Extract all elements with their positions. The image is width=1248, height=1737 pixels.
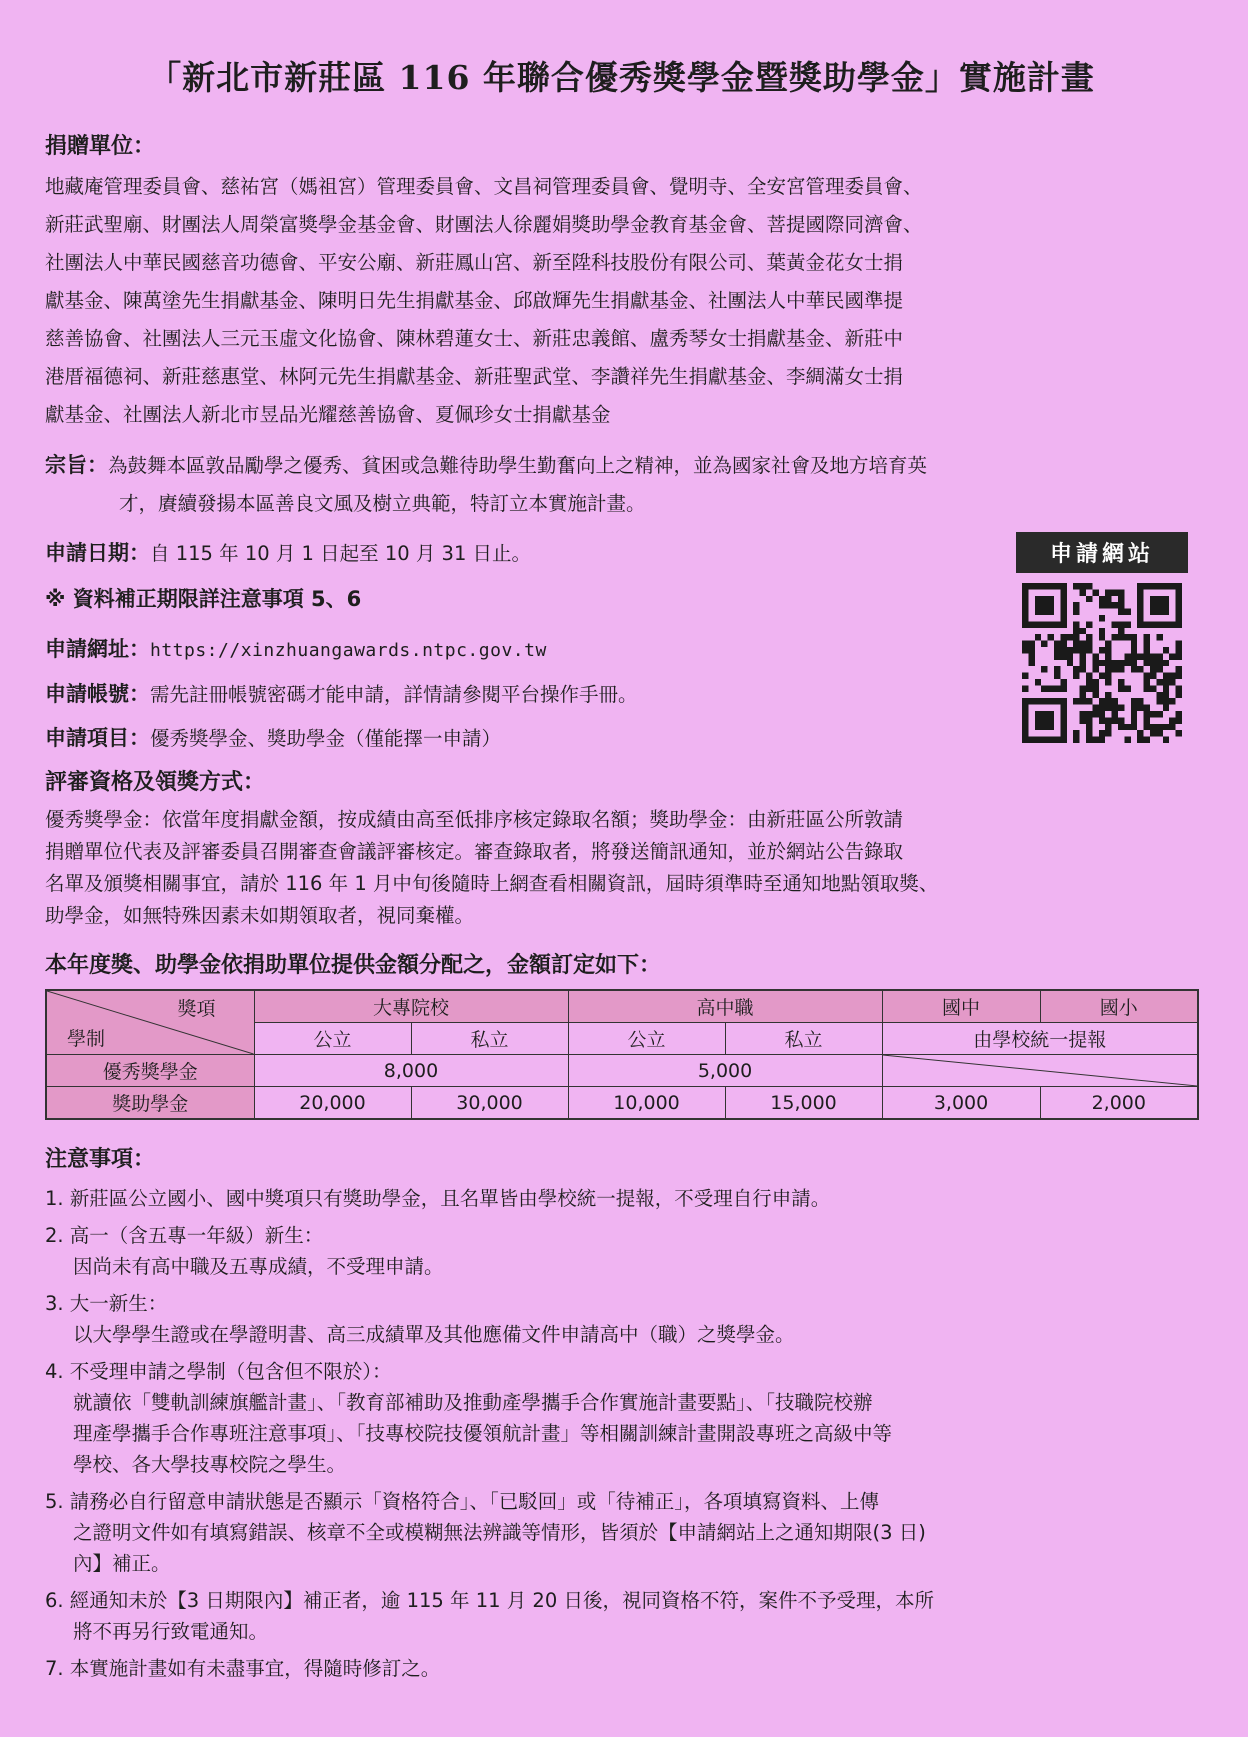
eligibility-heading: 評審資格及領獎方式： xyxy=(45,770,266,795)
donors-section xyxy=(45,129,1198,434)
corner-school-label: 學制 xyxy=(67,1028,106,1050)
donors-line: 慈善協會、社團法人三元玉虛文化協會、陳林碧蓮女士、新莊忠義館、盧秀琴女士捐獻基金、新莊中 xyxy=(45,327,904,350)
notes-heading: 注意事項： xyxy=(45,1147,156,1172)
header-highschool: 高中職 xyxy=(568,990,882,1023)
qr-code-icon[interactable] xyxy=(1022,583,1182,743)
subheader-public: 公立 xyxy=(568,1023,725,1055)
document-title: 「新北市新莊區 116 年聯合優秀獎學金暨獎助學金」實施計畫 xyxy=(148,58,1095,97)
note-subtext: 理產學攜手合作專班注意事項」、「技專校院技優領航計畫」等相關訓練計畫開設專班之高級中等 xyxy=(73,1422,893,1445)
header-university: 大專院校 xyxy=(254,990,568,1023)
header-elementary: 國小 xyxy=(1040,990,1198,1023)
subheader-private: 私立 xyxy=(725,1023,882,1055)
donors-line: 地藏庵管理委員會、慈祐宮（媽祖宮）管理委員會、文昌祠管理委員會、覺明寺、全安宮管理委員會、 xyxy=(45,175,923,198)
eligibility-text xyxy=(45,804,1198,932)
subheader-public: 公立 xyxy=(254,1023,411,1055)
note-subtext: 學校、各大學技專校院之學生。 xyxy=(73,1453,347,1476)
table-header-row xyxy=(46,990,1198,1023)
cell-aid-university-private: 30,000 xyxy=(411,1087,568,1120)
note-item: 7. 本實施計畫如有未盡事宜，得隨時修訂之。 xyxy=(45,1657,441,1680)
eligibility-section xyxy=(45,765,1198,932)
note-text: 2. 高一（含五專一年級）新生： xyxy=(45,1224,324,1247)
qr-code-panel xyxy=(1016,532,1188,743)
table-row-merit xyxy=(46,1055,1198,1087)
eligibility-line: 優秀獎學金：依當年度捐獻金額，按成績由高至低排序核定錄取名額；獎助學金：由新莊區公所敦請 xyxy=(45,808,904,831)
cell-merit-university: 8,000 xyxy=(254,1055,568,1087)
cell-aid-highschool-private: 15,000 xyxy=(725,1087,882,1120)
donors-heading: 捐贈單位： xyxy=(45,134,156,159)
application-url-link[interactable]: https://xinzhuangawards.ntpc.gov.tw xyxy=(150,640,547,661)
allocation-heading: 本年度獎、助學金依捐助單位提供金額分配之，金額訂定如下： xyxy=(45,953,662,978)
cell-aid-junior: 3,000 xyxy=(882,1087,1040,1120)
note-item xyxy=(45,1585,1198,1647)
application-items-label: 申請項目： xyxy=(45,726,150,750)
note-subtext: 以大學學生證或在學證明書、高三成績單及其他應備文件申請高中（職）之獎學金。 xyxy=(73,1323,795,1346)
cell-aid-highschool-public: 10,000 xyxy=(568,1087,725,1120)
application-account-value: 需先註冊帳號密碼才能申請，詳情請參閱平台操作手冊。 xyxy=(150,683,638,706)
donors-line: 獻基金、社團法人新北市昱品光耀慈善協會、夏佩珍女士捐獻基金 xyxy=(45,403,611,426)
table-corner-cell xyxy=(46,990,254,1055)
row-label-aid: 獎助學金 xyxy=(46,1087,254,1120)
cell-merit-not-applicable xyxy=(882,1055,1198,1087)
cell-merit-highschool: 5,000 xyxy=(568,1055,882,1087)
note-subtext: 因尚未有高中職及五專成績，不受理申請。 xyxy=(73,1255,444,1278)
table-row-aid xyxy=(46,1087,1198,1120)
row-label-merit: 優秀獎學金 xyxy=(46,1055,254,1087)
note-subtext: 內】補正。 xyxy=(73,1552,171,1575)
note-item xyxy=(45,1288,1198,1350)
note-subtext: 之證明文件如有填寫錯誤、核章不全或模糊無法辨識等情形，皆須於【申請網站上之通知期限(3 日) xyxy=(73,1521,926,1544)
note-subtext: 將不再另行致電通知。 xyxy=(73,1620,269,1643)
cell-aid-elementary: 2,000 xyxy=(1040,1087,1198,1120)
application-date-value: 自 115 年 10 月 1 日起至 10 月 31 日止。 xyxy=(150,542,532,565)
header-junior: 國中 xyxy=(882,990,1040,1023)
purpose-line-2: 才，賡續發揚本區善良文風及樹立典範，特訂立本實施計畫。 xyxy=(119,492,646,515)
note-text: 5. 請務必自行留意申請狀態是否顯示「資格符合」、「已駁回」或「待補正」，各項填寫資料、上傳 xyxy=(45,1490,880,1513)
qr-label: 申請網站 xyxy=(1016,532,1188,573)
notes-list xyxy=(45,1183,1198,1684)
subheader-private: 私立 xyxy=(411,1023,568,1055)
donors-list xyxy=(45,168,1198,434)
application-items-value: 優秀獎學金、獎助學金（僅能擇一申請） xyxy=(150,727,502,750)
na-diagonal xyxy=(883,1055,1198,1086)
application-account-label: 申請帳號： xyxy=(45,682,150,706)
eligibility-line: 捐贈單位代表及評審委員召開審查會議評審核定。審查錄取者，將發送簡訊通知，並於網站公告錄取 xyxy=(45,840,904,863)
note-item xyxy=(45,1220,1198,1282)
eligibility-line: 名單及頒獎相關事宜，請於 116 年 1 月中旬後隨時上網查看相關資訊，屆時須準時至通知地點領取獎、 xyxy=(45,872,939,895)
note-item xyxy=(45,1486,1198,1579)
donors-line: 獻基金、陳萬塗先生捐獻基金、陳明日先生捐獻基金、邱啟輝先生捐獻基金、社團法人中華民國準提 xyxy=(45,289,904,312)
note-subtext: 就讀依「雙軌訓練旗艦計畫」、「教育部補助及推動產學攜手合作實施計畫要點」、「技職院校辦 xyxy=(73,1391,873,1414)
note-text: 6. 經通知未於【3 日期限內】補正者，逾 115 年 11 月 20 日後，視同資格不符，案件不予受理，本所 xyxy=(45,1589,934,1612)
purpose-section xyxy=(45,446,1198,523)
donors-line: 港厝福德祠、新莊慈惠堂、林阿元先生捐獻基金、新莊聖武堂、李讚祥先生捐獻基金、李綢滿女士捐 xyxy=(45,365,904,388)
donors-line: 社團法人中華民國慈音功德會、平安公廟、新莊鳳山宮、新至陞科技股份有限公司、葉黃金花女士捐 xyxy=(45,251,904,274)
supplement-note: ※ 資料補正期限詳注意事項 5、6 xyxy=(45,587,362,611)
note-text: 3. 大一新生： xyxy=(45,1292,168,1315)
donors-line: 新莊武聖廟、財團法人周榮富獎學金基金會、財團法人徐麗娟獎助學金教育基金會、菩提國際同濟會、 xyxy=(45,213,923,236)
application-url-label: 申請網址： xyxy=(45,637,150,661)
purpose-label: 宗旨： xyxy=(45,453,108,477)
subheader-school-report: 由學校統一提報 xyxy=(882,1023,1198,1055)
corner-award-label: 獎項 xyxy=(177,998,216,1020)
note-item xyxy=(45,1356,1198,1480)
purpose-line-1: 為鼓舞本區敦品勵學之優秀、貧困或急難待助學生勤奮向上之精神，並為國家社會及地方培育英 xyxy=(108,454,928,477)
allocation-table xyxy=(45,989,1199,1120)
eligibility-line: 助學金，如無特殊因素未如期領取者，視同棄權。 xyxy=(45,904,475,927)
note-text: 4. 不受理申請之學制（包含但不限於）： xyxy=(45,1360,392,1383)
application-section xyxy=(45,539,1198,753)
application-date-label: 申請日期： xyxy=(45,541,150,565)
cell-aid-university-public: 20,000 xyxy=(254,1087,411,1120)
note-item: 1. 新莊區公立國小、國中獎項只有獎助學金，且名單皆由學校統一提報，不受理自行申請。 xyxy=(45,1187,831,1210)
